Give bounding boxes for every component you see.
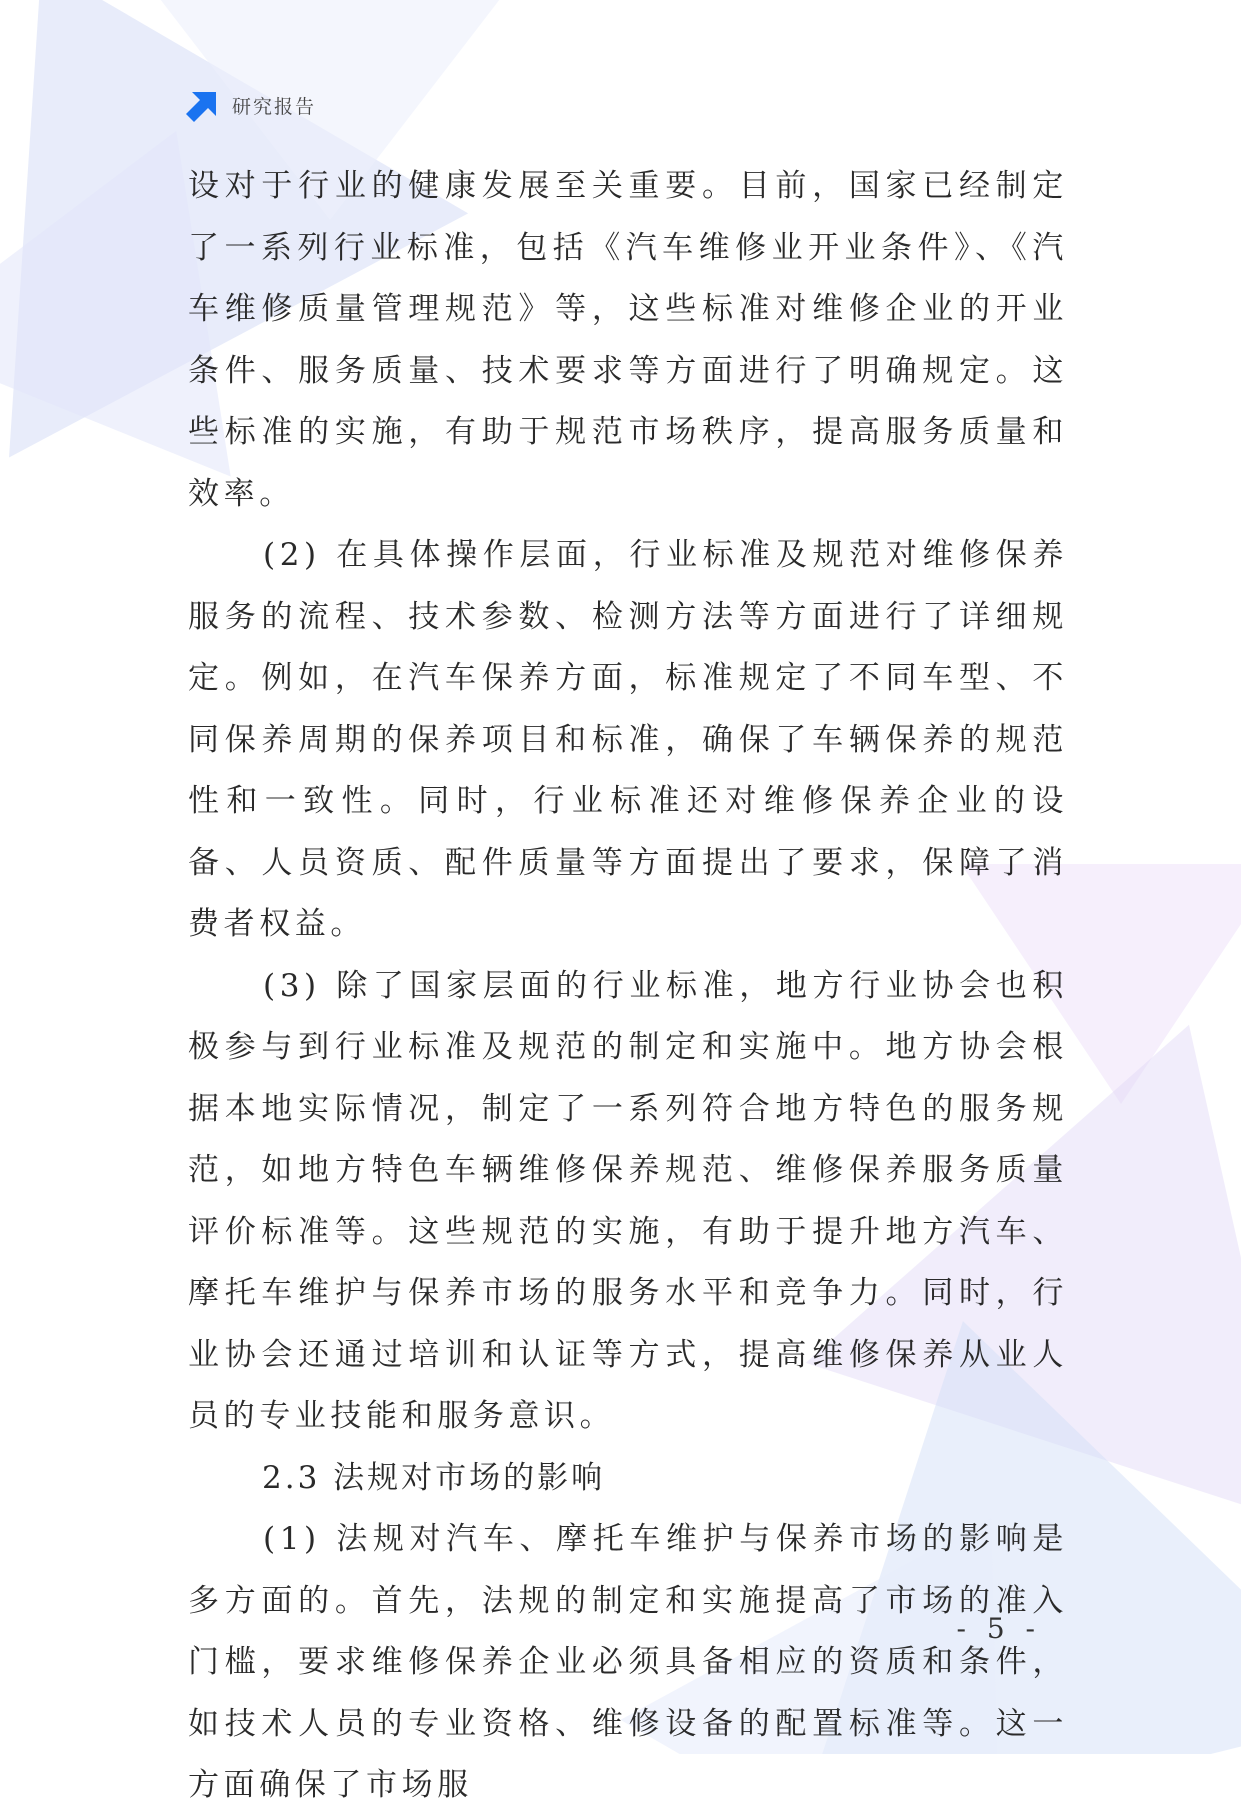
paragraph: 设对于行业的健康发展至关重要。目前，国家已经制定了一系列行业标准，包括《汽车维修业开业条件》、《汽车维修质量管理规范》等，这些标准对维修企业的开业条件、服务质量、技术要求等方面进行了明确规定。这些标准的实施，有助于规范市场秩序，提高服务质量和效率。 <box>188 168 1068 512</box>
arrow-up-right-icon <box>186 88 220 122</box>
page-number: - 5 - <box>956 1612 1041 1645</box>
section-heading: 2.3 法规对市场的影响 <box>262 1459 606 1496</box>
paragraph: (2) 在具体操作层面，行业标准及规范对维修保养服务的流程、技术参数、检测方法等方面进行了详细规定。例如，在汽车保养方面，标准规定了不同车型、不同保养周期的保养项目和标准，确保了车辆保养的规范性和一致性。同时，行业标准还对维修保养企业的设备、人员资质、配件质量等方面提出了要求，保障了消费者权益。 <box>188 537 1068 942</box>
header-title: 研究报告 <box>232 95 317 118</box>
page-header <box>186 88 316 122</box>
paragraph: (3) 除了国家层面的行业标准，地方行业协会也积极参与到行业标准及规范的制定和实施中。地方协会根据本地实际情况，制定了一系列符合地方特色的服务规范，如地方特色车辆维修保养规范、维修保养服务质量评价标准等。这些规范的实施，有助于提升地方汽车、摩托车维护与保养市场的服务水平和竞争力。同时，行业协会还通过培训和认证等方式，提高维修保养从业人员的专业技能和服务意识。 <box>188 967 1068 1434</box>
paragraph: (1) 法规对汽车、摩托车维护与保养市场的影响是多方面的。首先，法规的制定和实施提高了市场的准入门槛，要求维修保养企业必须具备相应的资质和条件，如技术人员的专业资格、维修设备的配置标准等。这一方面确保了市场服 <box>188 1521 1068 1803</box>
document-body <box>188 156 1068 1817</box>
